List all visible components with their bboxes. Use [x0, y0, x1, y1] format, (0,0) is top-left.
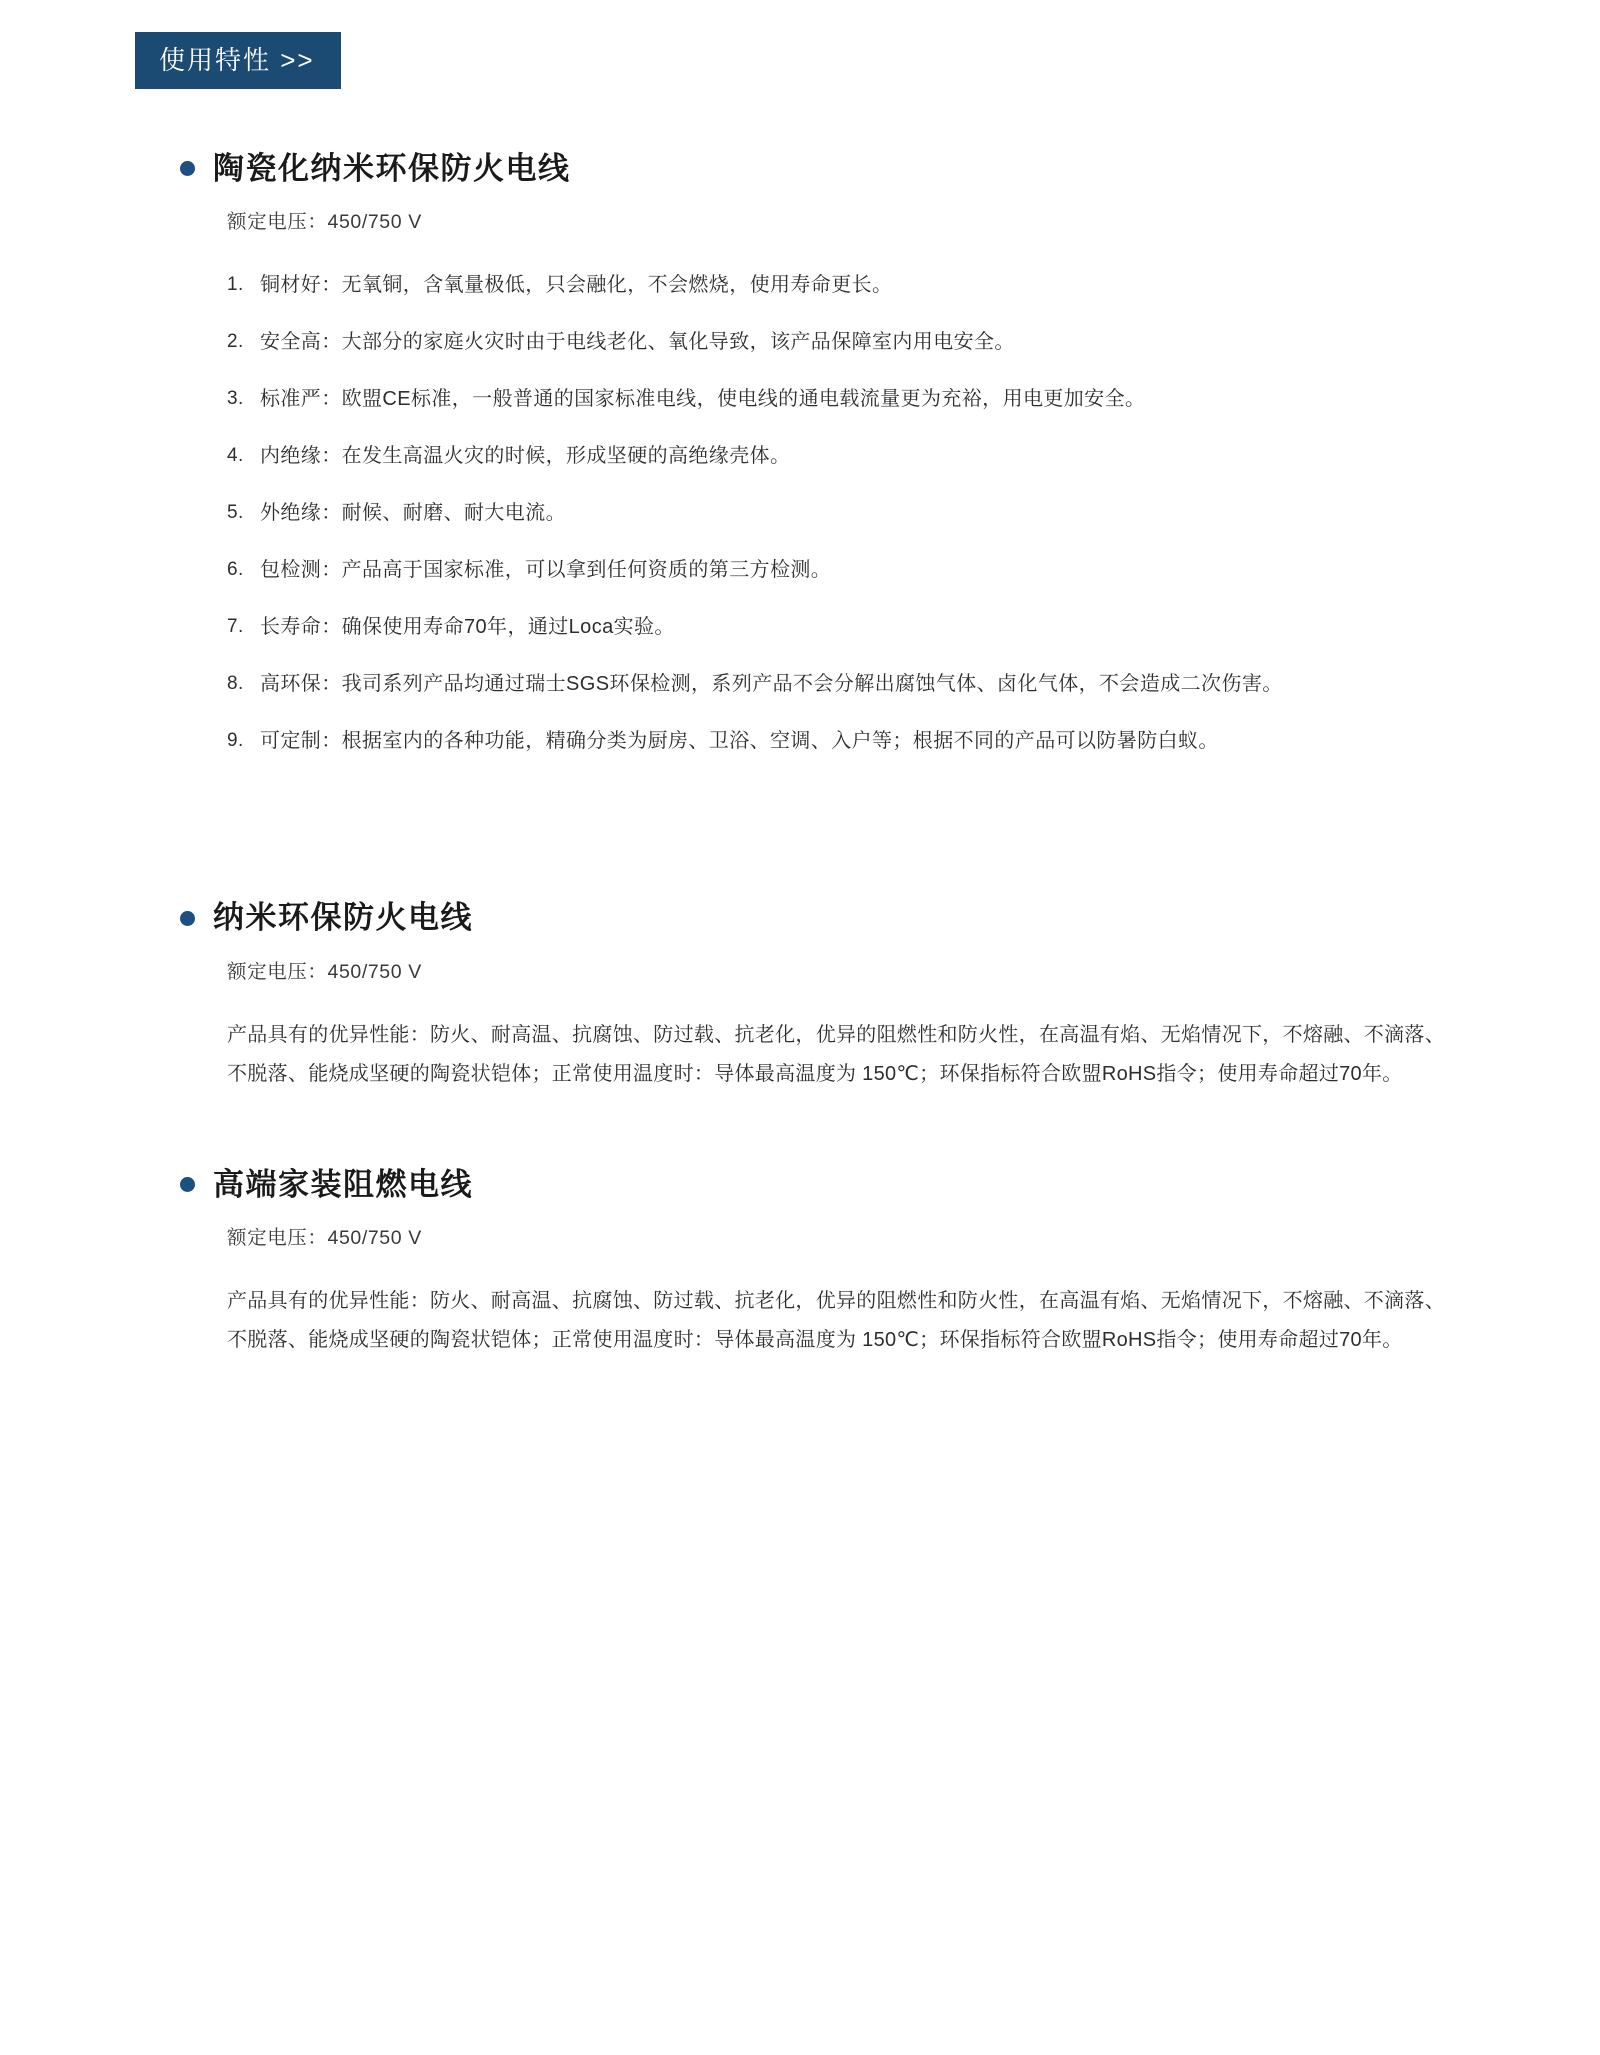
product-section-3	[180, 1166, 1460, 1360]
feature-list	[227, 266, 1460, 761]
product-section-1	[180, 150, 1460, 761]
product-title: 纳米环保防火电线	[213, 900, 473, 936]
product-body	[180, 1225, 1460, 1360]
list-item-text: 长寿命：确保使用寿命70年，通过Loca实验。	[260, 616, 675, 639]
product-title-row	[180, 1166, 1460, 1203]
list-item-text: 包检测：产品高于国家标准，可以拿到任何资质的第三方检测。	[260, 559, 832, 582]
list-item-text: 外绝缘：耐候、耐磨、耐大电流。	[260, 502, 566, 525]
product-title: 高端家装阻燃电线	[213, 1166, 473, 1202]
section-spacer	[180, 779, 1460, 899]
product-description: 产品具有的优异性能：防火、耐高温、抗腐蚀、防过载、抗老化，优异的阻燃性和防火性，在高温有焰、无焰情况下，不熔融、不滴落、不脱落、能烧成坚硬的陶瓷状铠体；正常使用温度时：导体最高温度为 150℃；环保指标符合欧盟RoHS指令；使用寿命超过70年。	[227, 1023, 1445, 1085]
list-item	[227, 665, 1460, 704]
list-item-number: 3.	[227, 388, 244, 410]
list-item-number: 5.	[227, 502, 244, 524]
list-item	[227, 437, 1460, 476]
product-description: 产品具有的优异性能：防火、耐高温、抗腐蚀、防过载、抗老化，优异的阻燃性和防火性，在高温有焰、无焰情况下，不熔融、不滴落、不脱落、能烧成坚硬的陶瓷状铠体；正常使用温度时：导体最高温度为 150℃；环保指标符合欧盟RoHS指令；使用寿命超过70年。	[227, 1290, 1445, 1352]
product-section-2	[180, 899, 1460, 1093]
section-header-tab: 使用特性 >>	[135, 32, 341, 89]
list-item-number: 9.	[227, 730, 244, 752]
list-item	[227, 551, 1460, 590]
bullet-dot-icon	[180, 161, 195, 176]
section-spacer	[180, 1094, 1460, 1166]
list-item	[227, 380, 1460, 419]
bullet-dot-icon	[180, 1177, 195, 1192]
list-item-number: 1.	[227, 274, 244, 296]
rated-voltage: 额定电压：450/750 V	[227, 211, 422, 234]
product-title: 陶瓷化纳米环保防火电线	[213, 151, 571, 186]
product-body	[180, 959, 1460, 1094]
rated-voltage: 额定电压：450/750 V	[227, 960, 422, 983]
product-body	[180, 209, 1460, 761]
bullet-dot-icon	[180, 911, 195, 926]
list-item-text: 铜材好：无氧铜，含氧量极低，只会融化，不会燃烧，使用寿命更长。	[260, 274, 893, 297]
list-item-text: 安全高：大部分的家庭火灾时由于电线老化、氧化导致，该产品保障室内用电安全。	[260, 331, 1015, 354]
list-item-number: 7.	[227, 616, 244, 638]
list-item	[227, 323, 1460, 362]
list-item-text: 可定制：根据室内的各种功能，精确分类为厨房、卫浴、空调、入户等；根据不同的产品可以防暑防白蚁。	[260, 730, 1219, 753]
rated-voltage: 额定电压：450/750 V	[227, 1227, 422, 1250]
list-item	[227, 494, 1460, 533]
list-item	[227, 266, 1460, 305]
list-item-text: 高环保：我司系列产品均通过瑞士SGS环保检测，系列产品不会分解出腐蚀气体、卤化气体，不会造成二次伤害。	[260, 673, 1283, 696]
list-item-number: 8.	[227, 673, 244, 695]
list-item	[227, 608, 1460, 647]
product-title-row	[180, 899, 1460, 936]
list-item-number: 4.	[227, 445, 244, 467]
list-item-text: 内绝缘：在发生高温火灾的时候，形成坚硬的高绝缘壳体。	[260, 445, 791, 468]
list-item-number: 6.	[227, 559, 244, 581]
list-item-number: 2.	[227, 331, 244, 353]
list-item-text: 标准严：欧盟CE标准，一般普通的国家标准电线，使电线的通电载流量更为充裕，用电更加安全。	[260, 388, 1146, 411]
list-item	[227, 722, 1460, 761]
product-title-row	[180, 150, 1460, 187]
